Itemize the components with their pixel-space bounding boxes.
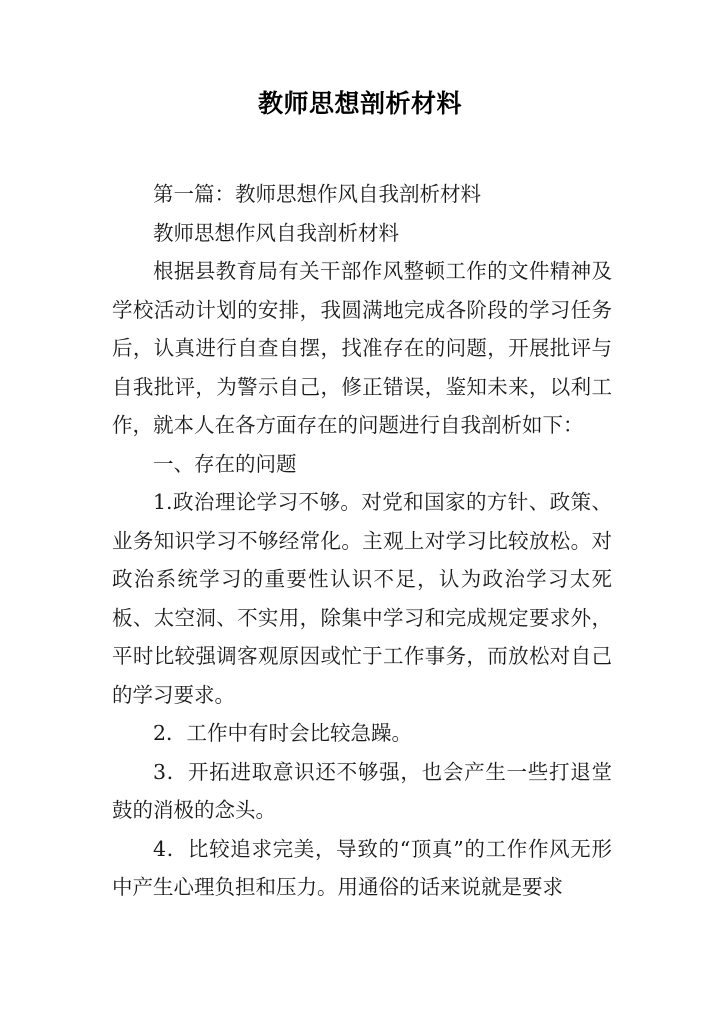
paragraph-item-1: 1.政治理论学习不够。对党和国家的方针、政策、业务知识学习不够经常化。主观上对学习比较放松。对政治系统学习的重要性认识不足，认为政治学习太死板、太空洞、不实用，除集中学习和完成规定要求外，平时比较强调客观原因或忙于工作事务，而放松对自己的学习要求。 [112, 490, 612, 707]
paragraph-item-3: 3．开拓进取意识还不够强，也会产生一些打退堂鼓的消极的念头。 [112, 759, 612, 822]
paragraph-subtitle: 教师思想作风自我剖析材料 [153, 220, 399, 245]
document-title: 教师思想剖析材料 [257, 89, 462, 118]
paragraph-problems-heading: 一、存在的问题 [153, 451, 297, 476]
paragraph-item-2: 2．工作中有时会比较急躁。 [153, 721, 413, 745]
paragraph-intro: 根据县教育局有关干部作风整顿工作的文件精神及学校活动计划的安排，我圆满地完成各阶段的学习任务后，认真进行自查自摆，找准存在的问题，开展批评与自我批评，为警示自己，修正错误，鉴知未来，以利工作，就本人在各方面存在的问题进行自我剖析如下： [112, 259, 612, 437]
document-body [112, 175, 612, 907]
paragraph-section-heading: 第一篇：教师思想作风自我剖析材料 [153, 182, 481, 206]
paragraph-item-4: 4．比较追求完美，导致的“顶真”的工作作风无形中产生心理负担和压力。用通俗的话来说就是要求 [112, 836, 612, 899]
